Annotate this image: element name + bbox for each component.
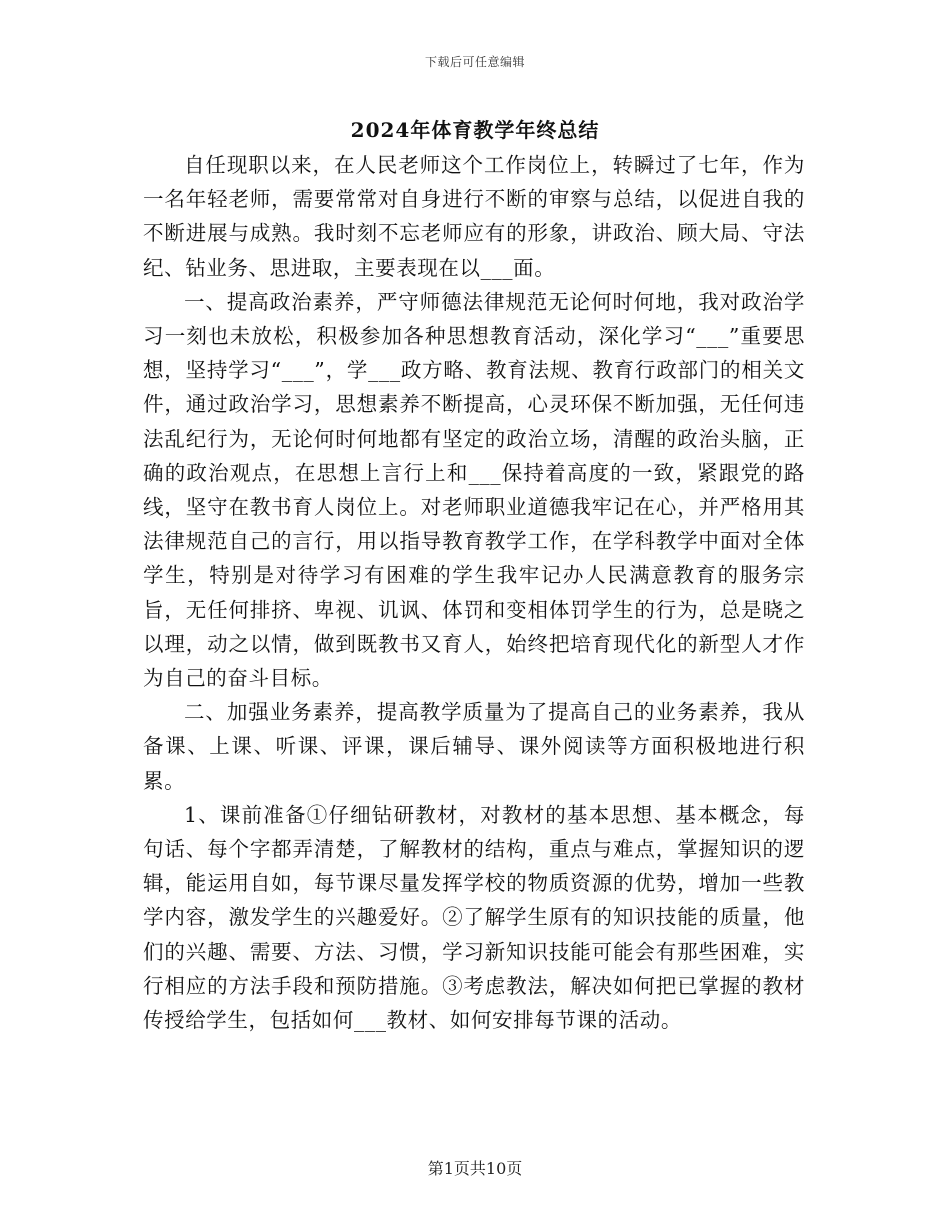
download-note: 下载后可任意编辑 [424, 55, 525, 69]
paragraph-section-2-1: 1、课前准备①仔细钻研教材，对教材的基本思想、基本概念，每句话、每个字都弄清楚，了解教材的结构，重点与难点，掌握知识的逻辑，能运用自如，每节课尽量发挥学校的物质资源的优势，增加一些教学内容，激发学生的兴趣爱好。②了解学生原有的知识技能的质量，他们的兴趣、需要、方法、习惯，学习新知识技能可能会有那些困难，实行相应的方法手段和预防措施。③考虑教法，解决如何把已掌握的教材传授给学生，包括如何___教材、如何安排每节课的活动。 [143, 802, 805, 1033]
paragraph-intro: 自任现职以来，在人民老师这个工作岗位上，转瞬过了七年，作为一名年轻老师，需要常常对自身进行不断的审察与总结，以促进自我的不断进展与成熟。我时刻不忘老师应有的形象，讲政治、顾大局、守法纪、钻业务、思进取，主要表现在以___面。 [143, 153, 805, 280]
document-body [143, 148, 805, 1037]
page-indicator: 第1页共10页 [427, 1159, 523, 1178]
document-title: 2024年体育教学年终总结 [350, 118, 600, 142]
paragraph-section-2: 二、加强业务素养，提高教学质量为了提高自己的业务素养，我从备课、上课、听课、评课，课后辅导、课外阅读等方面积极地进行积累。 [143, 700, 805, 793]
paragraph-section-1: 一、提高政治素养，严守师德法律规范无论何时何地，我对政治学习一刻也未放松，积极参加各种思想教育活动，深化学习“___”重要思想，坚持学习“___”，学___政方略、教育法规、教育行政部门的相关文件，通过政治学习，思想素养不断提高，心灵环保不断加强，无任何违法乱纪行为，无论何时何地都有坚定的政治立场，清醒的政治头脑，正确的政治观点，在思想上言行上和___保持着高度的一致，紧跟党的路线，坚守在教书育人岗位上。对老师职业道德我牢记在心，并严格用其法律规范自己的言行，用以指导教育教学工作，在学科教学中面对全体学生，特别是对待学习有困难的学生我牢记办人民满意教育的服务宗旨，无任何排挤、卑视、讥讽、体罚和变相体罚学生的行为，总是晓之以理，动之以情，做到既教书又育人，始终把培育现代化的新型人才作为自己的奋斗目标。 [143, 289, 805, 691]
